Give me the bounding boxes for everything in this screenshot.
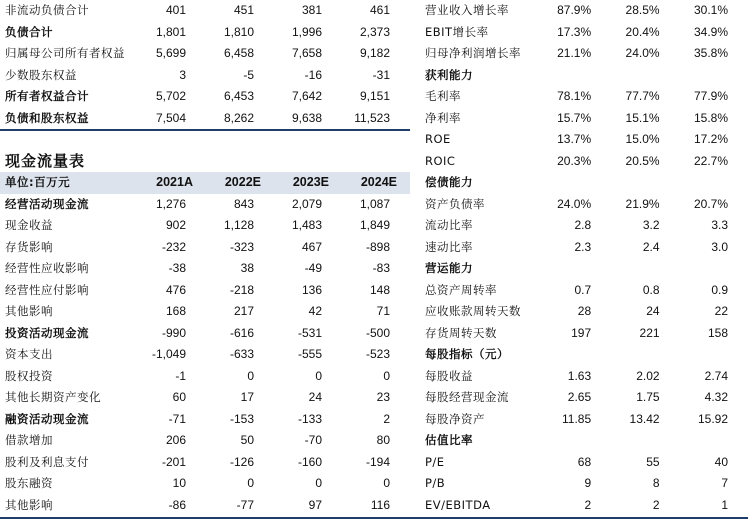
cell-value: 1,801 <box>155 24 186 39</box>
cell-value: 2 <box>584 497 592 512</box>
row-label: 每股净资产 <box>425 411 485 426</box>
table-row <box>420 215 748 237</box>
cell-value: 55 <box>646 454 660 469</box>
cell-value: 9 <box>584 476 592 490</box>
cell-value: -194 <box>365 454 390 469</box>
cell-value: 1,128 <box>223 218 254 232</box>
cell-value: 38 <box>240 261 254 275</box>
cell-value: 15.8% <box>693 110 728 125</box>
year-header: 2021A <box>138 172 206 194</box>
cell-value: 22 <box>714 304 728 318</box>
cell-value: 8,262 <box>223 110 254 125</box>
row-label: EV/EBITDA <box>425 497 491 512</box>
cell-value: 0 <box>315 368 322 383</box>
row-label: 归母净利润增长率 <box>425 46 521 60</box>
cell-value: 77.7% <box>625 89 660 103</box>
cell-value: -323 <box>229 239 254 254</box>
table-row <box>0 215 410 237</box>
cell-value: 902 <box>165 218 186 232</box>
cell-value: 13.7% <box>557 132 592 146</box>
row-label: P/E <box>425 454 445 469</box>
row-label: ROE <box>425 132 451 146</box>
row-label: 毛利率 <box>425 89 461 103</box>
cell-value: -523 <box>365 347 390 361</box>
table-row <box>420 387 748 409</box>
cell-value: 148 <box>369 282 390 297</box>
cell-value: -86 <box>168 497 186 512</box>
cell-value: 97 <box>308 497 322 512</box>
table-row <box>420 151 748 173</box>
cell-value: 2 <box>383 411 390 426</box>
cell-value: 78.1% <box>557 89 592 103</box>
row-label: 流动比率 <box>425 218 473 232</box>
cell-value: 381 <box>301 3 322 17</box>
cell-value: 15.1% <box>625 110 660 125</box>
table-row <box>420 65 748 87</box>
right-panel <box>420 0 748 516</box>
table-row <box>420 280 748 302</box>
cell-value: 461 <box>369 3 390 17</box>
table-row <box>0 387 410 409</box>
cell-value: -990 <box>161 325 186 340</box>
cell-value: 20.3% <box>557 153 592 168</box>
row-label: 营业收入增长率 <box>425 3 509 17</box>
cell-value: 2.02 <box>636 368 660 383</box>
row-label: 少数股东权益 <box>5 67 77 82</box>
cell-value: 6,458 <box>223 46 254 60</box>
cell-value: 1.75 <box>636 390 660 404</box>
row-label: 股东融资 <box>5 476 53 490</box>
cell-value: 4.32 <box>704 390 728 404</box>
cell-value: 3.0 <box>711 239 728 254</box>
row-label: 借款增加 <box>5 433 53 447</box>
table-row <box>0 473 410 495</box>
row-label: 偿债能力 <box>425 175 473 189</box>
cell-value: 2.74 <box>704 368 728 383</box>
row-label: 其他长期资产变化 <box>5 390 101 404</box>
year-header: 2023E <box>274 172 342 194</box>
cell-value: -500 <box>365 325 390 340</box>
table-row <box>0 301 410 323</box>
cell-value: 7,504 <box>155 110 186 125</box>
cell-value: 17 <box>240 390 254 404</box>
table-row <box>420 129 748 151</box>
row-label: 存货影响 <box>5 239 53 254</box>
table-row <box>420 495 748 517</box>
table-row <box>420 172 748 194</box>
cell-value: 1 <box>721 497 728 512</box>
cell-value: 28 <box>577 304 592 318</box>
row-label: 负债和股东权益 <box>5 110 89 125</box>
cell-value: 11.85 <box>562 411 592 426</box>
row-label: 存货周转天数 <box>425 325 497 340</box>
row-label: EBIT增长率 <box>425 24 489 39</box>
cell-value: -898 <box>365 239 390 254</box>
cell-value: 15.7% <box>557 110 592 125</box>
cell-value: 206 <box>165 433 186 447</box>
table-row <box>0 65 410 87</box>
cell-value: 7,658 <box>291 46 322 60</box>
cell-value: -31 <box>372 67 390 82</box>
cell-value: -38 <box>168 261 186 275</box>
cell-value: 17.3% <box>557 24 592 39</box>
table-row <box>0 430 410 452</box>
cell-value: 0 <box>247 476 254 490</box>
cell-value: 42 <box>308 304 322 318</box>
table-row <box>420 43 748 65</box>
cell-value: 197 <box>571 325 592 340</box>
row-label: ROIC <box>425 153 456 168</box>
cell-value: 7 <box>721 476 728 490</box>
cell-value: 15.0% <box>625 132 660 146</box>
row-label: 每股收益 <box>425 368 473 383</box>
cell-value: 9,151 <box>359 89 390 103</box>
row-label: 获利能力 <box>425 67 473 82</box>
unit-label: 单位:百万元 <box>0 172 138 194</box>
cell-value: 24.0% <box>557 196 592 211</box>
cell-value <box>611 65 679 87</box>
cell-value <box>680 430 748 452</box>
cell-value <box>543 258 611 280</box>
cell-value: 17.2% <box>693 132 728 146</box>
cell-value: -83 <box>372 261 390 275</box>
table-row <box>0 366 410 388</box>
table-row <box>0 194 410 216</box>
cell-value: 116 <box>370 497 390 512</box>
cell-value: 9,182 <box>359 46 390 60</box>
table-row <box>0 495 410 517</box>
cell-value: 7,642 <box>291 89 322 103</box>
cell-value: -616 <box>229 325 254 340</box>
row-label: 现金收益 <box>5 218 53 232</box>
cell-value: -49 <box>304 261 322 275</box>
cell-value: 34.9% <box>693 24 728 39</box>
cell-value: -153 <box>229 411 254 426</box>
cell-value: 80 <box>376 433 390 447</box>
table-row <box>420 108 748 130</box>
table-row <box>0 323 410 345</box>
row-label: 应收账款周转天数 <box>425 304 521 318</box>
cell-value: 28.5% <box>625 3 660 17</box>
cell-value: 1,276 <box>155 196 186 211</box>
table-row <box>420 86 748 108</box>
cell-value: 21.9% <box>625 196 660 211</box>
cell-value <box>611 344 679 366</box>
cell-value: -16 <box>304 67 322 82</box>
cell-value <box>680 344 748 366</box>
table-row <box>0 280 410 302</box>
row-label: 融资活动现金流 <box>5 411 89 426</box>
table-row <box>420 344 748 366</box>
cell-value: 50 <box>240 433 254 447</box>
row-label: 总资产周转率 <box>425 282 497 297</box>
table-row <box>0 86 410 108</box>
cell-value: 30.1% <box>693 3 728 17</box>
cell-value: -133 <box>297 411 322 426</box>
cell-value: 3.3 <box>711 218 728 232</box>
cell-value: 68 <box>577 454 592 469</box>
table-row <box>420 258 748 280</box>
table-row <box>420 366 748 388</box>
table-row <box>420 473 748 495</box>
table-row <box>0 258 410 280</box>
row-label: 经营活动现金流 <box>5 196 89 211</box>
table-row <box>420 0 748 22</box>
cell-value: 2.4 <box>642 239 660 254</box>
table-row <box>420 323 748 345</box>
cell-value: 0 <box>247 368 254 383</box>
row-label: 非流动负债合计 <box>5 3 89 17</box>
cell-value: -1,049 <box>151 347 186 361</box>
cell-value: 2.3 <box>574 239 592 254</box>
cell-value: -218 <box>229 282 254 297</box>
cell-value <box>543 65 611 87</box>
cell-value: 0.9 <box>711 282 728 297</box>
cell-value: -555 <box>297 347 322 361</box>
table-row <box>0 43 410 65</box>
cell-value: 0 <box>383 368 390 383</box>
cell-value <box>680 258 748 280</box>
cell-value: 3 <box>179 67 186 82</box>
table-row <box>0 108 410 131</box>
table-row <box>0 344 410 366</box>
row-label: P/B <box>425 476 446 490</box>
cell-value: 20.4% <box>625 24 660 39</box>
cell-value: 6,453 <box>223 89 254 103</box>
cell-value: 451 <box>233 3 254 17</box>
table-row <box>0 0 410 22</box>
cell-value: 87.9% <box>557 3 592 17</box>
row-label: 营运能力 <box>425 261 473 275</box>
row-label: 估值比率 <box>425 433 473 447</box>
cell-value: 24 <box>646 304 660 318</box>
cell-value: 5,702 <box>155 89 186 103</box>
row-label: 经营性应付影响 <box>5 282 89 297</box>
cell-value: 1,849 <box>359 218 390 232</box>
cell-value <box>543 430 611 452</box>
row-label: 其他影响 <box>5 304 53 318</box>
row-label: 资产负债率 <box>425 196 485 211</box>
table-row <box>420 194 748 216</box>
cell-value: 10 <box>172 476 186 490</box>
row-label: 经营性应收影响 <box>5 261 89 275</box>
cell-value: 401 <box>165 3 186 17</box>
table-row <box>420 452 748 474</box>
table-row <box>0 409 410 431</box>
cell-value: -232 <box>161 239 186 254</box>
cell-value: 77.9% <box>693 89 728 103</box>
cell-value: 2,373 <box>359 24 390 39</box>
cell-value: -71 <box>168 411 186 426</box>
row-label: 投资活动现金流 <box>5 325 89 340</box>
cell-value: 0.8 <box>642 282 660 297</box>
cell-value: -5 <box>243 67 254 82</box>
cell-value <box>680 65 748 87</box>
cell-value: 1,483 <box>291 218 322 232</box>
cell-value: 2 <box>652 497 660 512</box>
cell-value: -1 <box>175 368 186 383</box>
cell-value: 467 <box>301 239 322 254</box>
cell-value: 1,810 <box>223 24 254 39</box>
cell-value <box>680 172 748 194</box>
cell-value: 1,087 <box>359 196 390 211</box>
cell-value: 11,523 <box>354 110 390 125</box>
row-label: 速动比率 <box>425 239 473 254</box>
cell-value: 1.63 <box>567 368 592 383</box>
balance-sheet-tail-table <box>0 0 410 131</box>
cell-value: 22.7% <box>693 153 728 168</box>
row-label: 资本支出 <box>5 347 53 361</box>
row-label: 股利及利息支付 <box>5 454 89 469</box>
cell-value: -633 <box>229 347 254 361</box>
cell-value: 2,079 <box>291 196 322 211</box>
row-label: 股权投资 <box>5 368 53 383</box>
table-row <box>420 409 748 431</box>
cell-value: 35.8% <box>693 46 728 60</box>
row-label: 每股经营现金流 <box>425 390 509 404</box>
cell-value: 9,638 <box>291 110 322 125</box>
cell-value: 60 <box>172 390 186 404</box>
cell-value: 5,699 <box>155 46 186 60</box>
row-label: 归属母公司所有者权益 <box>5 46 125 60</box>
cell-value <box>611 172 679 194</box>
table-row <box>0 452 410 474</box>
table-row <box>0 22 410 44</box>
cell-value: 13.42 <box>629 411 660 426</box>
cell-value: 71 <box>376 304 390 318</box>
cell-value: 0 <box>383 476 390 490</box>
cell-value: 2.8 <box>574 218 592 232</box>
row-label: 负债合计 <box>5 24 53 39</box>
cell-value: 15.92 <box>697 411 728 426</box>
row-label: 净利率 <box>425 110 461 125</box>
cell-value <box>611 430 679 452</box>
cell-value: -201 <box>161 454 186 469</box>
cell-value: 40 <box>714 454 728 469</box>
table-row <box>420 237 748 259</box>
cell-value: 24.0% <box>625 46 660 60</box>
cell-value: -126 <box>229 454 254 469</box>
cell-value: 221 <box>639 325 660 340</box>
bottom-divider <box>0 517 748 519</box>
year-header: 2022E <box>206 172 274 194</box>
cell-value: 843 <box>233 196 254 211</box>
cell-value: 158 <box>707 325 728 340</box>
cell-value: 0 <box>315 476 322 490</box>
row-label: 每股指标（元） <box>425 347 509 361</box>
cashflow-header-row <box>0 172 410 194</box>
cell-value: 20.7% <box>693 196 728 211</box>
cashflow-title: 现金流量表 <box>5 152 86 170</box>
row-label: 所有者权益合计 <box>5 89 89 103</box>
cell-value: 136 <box>301 282 322 297</box>
cell-value: 217 <box>233 304 254 318</box>
year-header: 2024E <box>342 172 410 194</box>
cell-value: 168 <box>165 304 186 318</box>
cell-value: -70 <box>304 433 322 447</box>
cell-value: -531 <box>297 325 322 340</box>
cell-value <box>543 344 611 366</box>
table-row <box>420 430 748 452</box>
cell-value: -77 <box>236 497 254 512</box>
row-label: 其他影响 <box>5 497 53 512</box>
cell-value: 2.65 <box>567 390 592 404</box>
cell-value: 20.5% <box>625 153 660 168</box>
cell-value <box>543 172 611 194</box>
cell-value: 21.1% <box>557 46 592 60</box>
cell-value: 24 <box>308 390 322 404</box>
cell-value: 0.7 <box>574 282 592 297</box>
cell-value: 8 <box>652 476 660 490</box>
cell-value: -160 <box>297 454 322 469</box>
cell-value: 23 <box>376 390 390 404</box>
cell-value: 476 <box>165 282 186 297</box>
cell-value: 1,996 <box>291 24 322 39</box>
cell-value: 3.2 <box>642 218 660 232</box>
table-row <box>420 22 748 44</box>
table-row <box>0 237 410 259</box>
table-row <box>420 301 748 323</box>
financial-ratios-table <box>420 0 748 516</box>
cashflow-table <box>0 172 410 516</box>
cell-value <box>611 258 679 280</box>
